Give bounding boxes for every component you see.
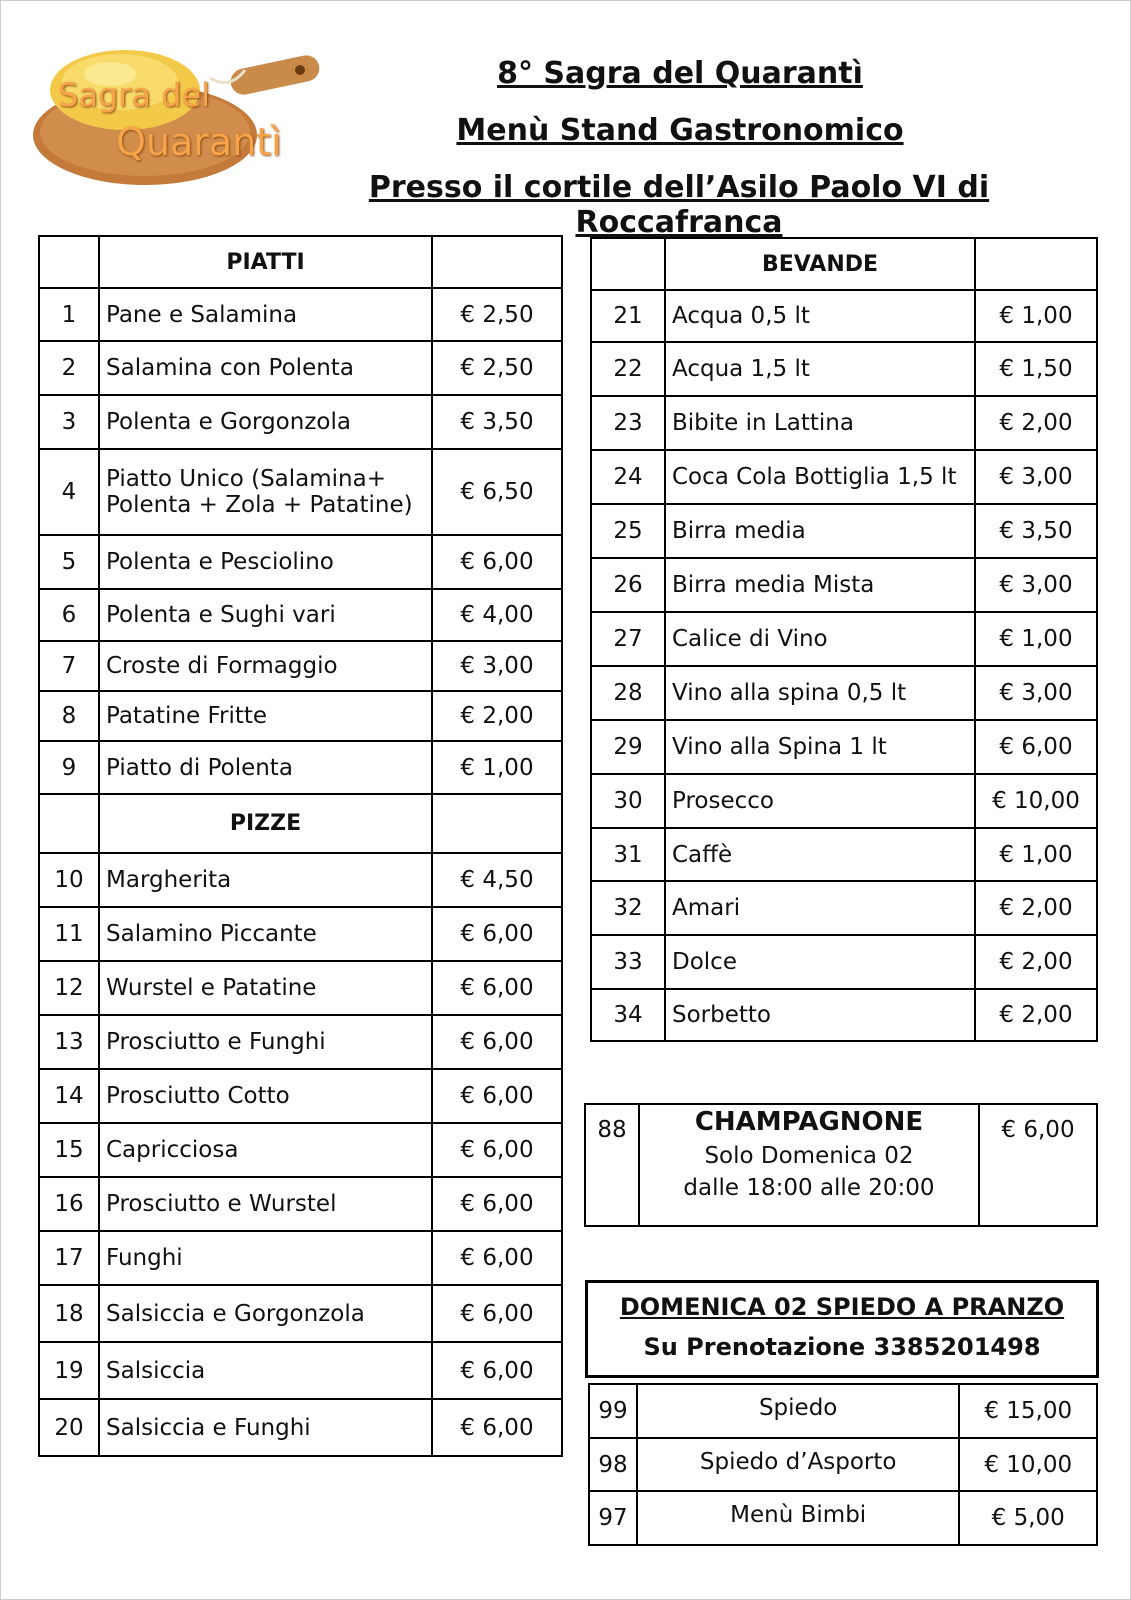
item-price: € 2,00 [975,881,1097,935]
item-price: € 6,00 [432,1177,562,1231]
table-row [591,504,1097,558]
item-name: Coca Cola Bottiglia 1,5 lt [665,450,975,504]
item-price: € 6,00 [432,907,562,961]
table-row [39,907,562,961]
item-number: 22 [591,342,665,396]
table-row [39,341,562,395]
item-number: 33 [591,935,665,989]
item-name: Vino alla spina 0,5 lt [665,666,975,720]
item-price: € 2,50 [432,288,562,341]
spiedo-reservation-phone: Su Prenotazione 3385201498 [643,1333,1041,1361]
table-row [39,288,562,341]
item-price: € 1,00 [975,612,1097,666]
table-row [39,961,562,1015]
header-empty-cell [432,236,562,288]
table-row [39,395,562,449]
item-price: € 5,00 [959,1491,1097,1545]
table-row [39,1399,562,1456]
item-price: € 6,00 [432,1015,562,1069]
item-number: 26 [591,558,665,612]
item-name: Polenta e Pesciolino [99,535,432,589]
logo [30,40,330,190]
item-price: € 10,00 [959,1438,1097,1491]
page-subtitle: Menù Stand Gastronomico [456,113,904,148]
item-price: € 2,50 [432,341,562,395]
item-name: Capricciosa [99,1123,432,1177]
item-name: Spiedo [637,1384,960,1438]
logo-text-line2: Quarantì [116,120,282,164]
item-price: € 4,00 [432,589,562,641]
spiedo-notice-title: DOMENICA 02 SPIEDO A PRANZO [619,1293,1065,1321]
item-number: 31 [591,828,665,881]
table-row [39,691,562,741]
table-row [39,741,562,794]
location-line: Presso il cortile dell’Asilo Paolo VI di Roccafranca [368,170,990,240]
champagnone-title: CHAMPAGNONE [694,1107,924,1137]
section-header-piatti: PIATTI [99,236,432,288]
item-price: € 6,00 [432,1399,562,1456]
logo-text-line1: Sagra del [58,76,211,114]
champagnone-hours: dalle 18:00 alle 20:00 [683,1175,935,1201]
item-price: € 6,00 [432,1342,562,1399]
piatti-list [39,288,562,794]
bevande-list [591,290,1097,1041]
item-name: Acqua 0,5 lt [665,290,975,342]
item-number: 19 [39,1342,99,1399]
table-row [39,535,562,589]
item-price: € 3,00 [975,558,1097,612]
header-empty-cell [39,236,99,288]
item-number: 5 [39,535,99,589]
item-number: 4 [39,449,99,535]
item-number: 25 [591,504,665,558]
champagnone-table [584,1103,1098,1227]
table-row [591,342,1097,396]
item-price: € 3,50 [432,395,562,449]
item-number: 27 [591,612,665,666]
item-price: € 15,00 [959,1384,1097,1438]
header-empty-cell [591,238,665,290]
drinks-menu-table [590,237,1098,1042]
item-price: € 6,00 [432,1285,562,1342]
item-price: € 2,00 [975,935,1097,989]
item-name: Prosciutto e Funghi [99,1015,432,1069]
item-price: € 6,00 [432,535,562,589]
table-row [591,558,1097,612]
item-name: Croste di Formaggio [99,641,432,691]
item-name: Patatine Fritte [99,691,432,741]
item-price: € 6,00 [432,1069,562,1123]
item-name: Margherita [99,853,432,907]
table-row [585,1104,1097,1226]
item-name: Calice di Vino [665,612,975,666]
section-header-pizze: PIZZE [99,794,432,853]
item-name: Polenta e Gorgonzola [99,395,432,449]
table-row [591,612,1097,666]
item-number: 32 [591,881,665,935]
item-price: € 6,00 [432,1231,562,1285]
spiedo-menu-table [588,1383,1098,1546]
item-number: 13 [39,1015,99,1069]
page-title: 8° Sagra del Quarantì [497,56,863,91]
item-price: € 6,00 [979,1104,1097,1226]
item-price: € 2,00 [975,396,1097,450]
champagnone-day: Solo Domenica 02 [704,1143,914,1169]
item-price: € 2,00 [975,989,1097,1041]
item-number: 1 [39,288,99,341]
item-price: € 10,00 [975,774,1097,828]
section-header-bevande: BEVANDE [665,238,975,290]
item-number: 17 [39,1231,99,1285]
polenta-board-icon [30,40,330,190]
item-price: € 2,00 [432,691,562,741]
table-row [39,1015,562,1069]
item-name: Amari [665,881,975,935]
header-empty-cell [975,238,1097,290]
item-number: 20 [39,1399,99,1456]
item-name: Salamina con Polenta [99,341,432,395]
item-name: Piatto di Polenta [99,741,432,794]
item-number: 18 [39,1285,99,1342]
table-row [39,1123,562,1177]
table-header-row [591,238,1097,290]
spiedo-list [589,1384,1097,1545]
table-row [589,1438,1097,1491]
item-number: 34 [591,989,665,1041]
table-row [591,720,1097,774]
item-number: 21 [591,290,665,342]
table-row [591,290,1097,342]
item-number: 23 [591,396,665,450]
item-name: Salsiccia e Funghi [99,1399,432,1456]
item-price: € 4,50 [432,853,562,907]
item-number: 11 [39,907,99,961]
item-number: 2 [39,341,99,395]
item-name: Birra media [665,504,975,558]
item-name: Birra media Mista [665,558,975,612]
item-name: Funghi [99,1231,432,1285]
item-name: Salamino Piccante [99,907,432,961]
item-name: Vino alla Spina 1 lt [665,720,975,774]
item-number: 99 [589,1384,637,1438]
table-row [39,449,562,535]
item-price: € 3,50 [975,504,1097,558]
item-name: Prosecco [665,774,975,828]
table-row [591,396,1097,450]
item-number: 7 [39,641,99,691]
item-price: € 1,50 [975,342,1097,396]
item-name: Salsiccia e Gorgonzola [99,1285,432,1342]
item-price: € 3,00 [975,666,1097,720]
item-name: Prosciutto e Wurstel [99,1177,432,1231]
table-row [39,1231,562,1285]
item-number: 30 [591,774,665,828]
item-number: 10 [39,853,99,907]
item-name: Wurstel e Patatine [99,961,432,1015]
table-row [39,589,562,641]
item-price: € 3,00 [975,450,1097,504]
item-price: € 6,00 [975,720,1097,774]
pizze-list [39,853,562,1456]
table-row [39,1177,562,1231]
item-name: Dolce [665,935,975,989]
food-menu-table [38,235,563,1457]
item-name: Pane e Salamina [99,288,432,341]
item-price: € 6,00 [432,1123,562,1177]
item-name: Polenta e Sughi vari [99,589,432,641]
item-number: 88 [585,1104,639,1226]
table-row [591,935,1097,989]
item-name: Caffè [665,828,975,881]
table-row [591,666,1097,720]
header-empty-cell [39,794,99,853]
table-row [39,1342,562,1399]
table-header-row [39,236,562,288]
item-name: Spiedo d’Asporto [637,1438,960,1491]
item-number: 6 [39,589,99,641]
table-row [591,774,1097,828]
table-row [589,1491,1097,1545]
header-empty-cell [432,794,562,853]
table-row [39,853,562,907]
item-price: € 1,00 [975,828,1097,881]
item-number: 15 [39,1123,99,1177]
item-number: 8 [39,691,99,741]
item-price: € 1,00 [432,741,562,794]
item-number: 28 [591,666,665,720]
item-name: Acqua 1,5 lt [665,342,975,396]
item-name: Menù Bimbi [637,1491,960,1545]
table-row [591,989,1097,1041]
item-number: 12 [39,961,99,1015]
item-name: Bibite in Lattina [665,396,975,450]
table-header-row [39,794,562,853]
item-number: 3 [39,395,99,449]
item-number: 14 [39,1069,99,1123]
item-number: 98 [589,1438,637,1491]
item-name: Piatto Unico (Salamina+ Polenta + Zola + Patatine) [99,449,432,535]
item-price: € 6,50 [432,449,562,535]
item-number: 29 [591,720,665,774]
item-name: Salsiccia [99,1342,432,1399]
item-price: € 1,00 [975,290,1097,342]
table-row [589,1384,1097,1438]
item-price: € 3,00 [432,641,562,691]
item-name: Prosciutto Cotto [99,1069,432,1123]
table-row [39,1069,562,1123]
table-row [39,1285,562,1342]
item-number: 24 [591,450,665,504]
table-row [591,450,1097,504]
table-row [591,828,1097,881]
item-price: € 6,00 [432,961,562,1015]
item-name: Sorbetto [665,989,975,1041]
table-row [591,881,1097,935]
champagnone-details [639,1104,979,1226]
spiedo-notice-box [585,1280,1099,1378]
item-number: 97 [589,1491,637,1545]
table-row [39,641,562,691]
item-number: 16 [39,1177,99,1231]
item-number: 9 [39,741,99,794]
